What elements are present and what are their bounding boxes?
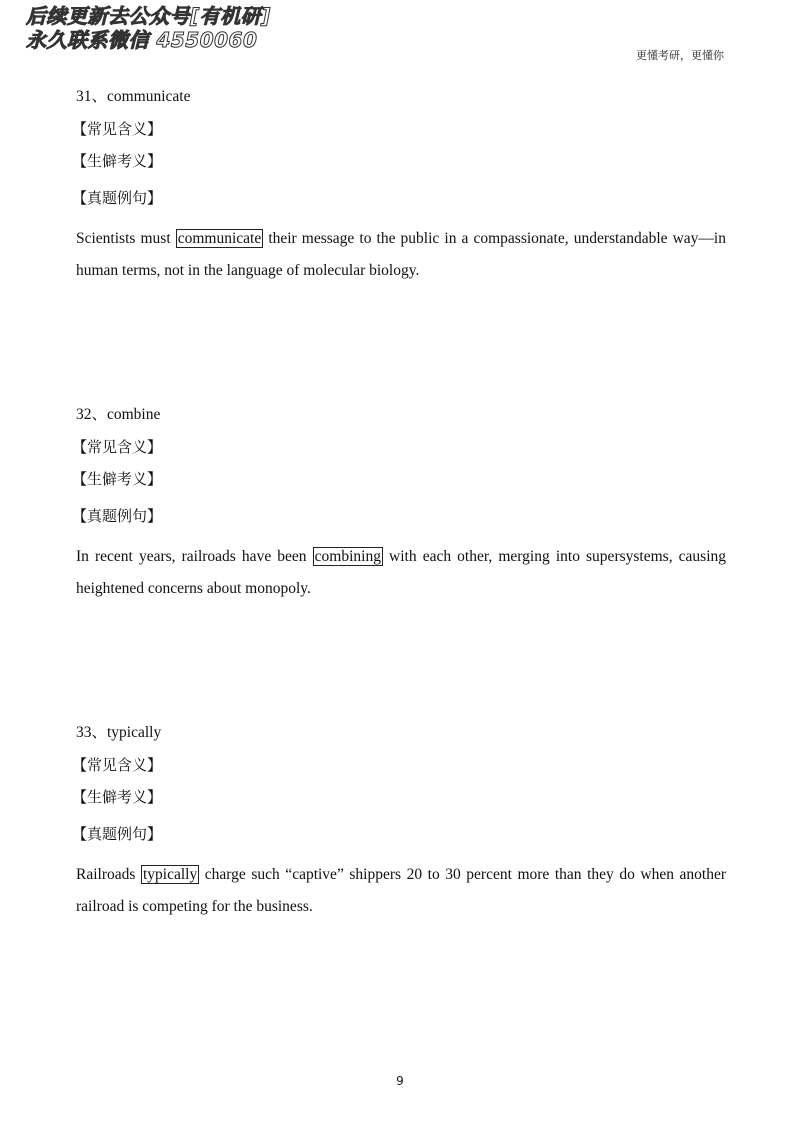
highlighted-keyword: combining (314, 548, 381, 565)
entry-title: 32、combine (76, 406, 161, 423)
example-label: 【真题例句】 (72, 507, 163, 525)
sentence-before: In recent years, railroads have been (76, 548, 313, 565)
entry-title: 33、typically (76, 724, 162, 741)
example-sentence (76, 223, 726, 287)
common-meaning-label: 【常见含义】 (72, 756, 163, 774)
header-tagline: 更懂考研，更懂你 (636, 49, 724, 62)
watermark (26, 4, 271, 52)
rare-meaning-label: 【生僻考义】 (72, 470, 163, 488)
example-sentence (76, 859, 726, 923)
common-meaning-label: 【常见含义】 (72, 120, 163, 138)
rare-meaning-label: 【生僻考义】 (72, 788, 163, 806)
example-label: 【真题例句】 (72, 189, 163, 207)
watermark-line-2: 永久联系微信 4550060 (26, 28, 258, 52)
sentence-after: charge such “captive” shippers 20 to 30 percent more than they do when another railroad is competing for the business. (76, 866, 727, 915)
sentence-before: Railroads (76, 866, 141, 883)
example-sentence (76, 541, 726, 605)
highlighted-keyword: typically (142, 866, 198, 883)
entry-title: 31、communicate (76, 88, 191, 105)
example-label: 【真题例句】 (72, 825, 163, 843)
sentence-after: their message to the public in a compassionate, understandable way—in human terms, not in the language of molecular biology. (76, 230, 726, 279)
sentence-after: with each other, merging into supersystems, causing heightened concerns about monopoly. (76, 548, 727, 597)
common-meaning-label: 【常见含义】 (72, 438, 163, 456)
sentence-before: Scientists must (76, 230, 176, 247)
highlighted-keyword: communicate (177, 230, 262, 247)
watermark-line-1: 后续更新去公众号[有机研] (26, 4, 271, 28)
rare-meaning-label: 【生僻考义】 (72, 152, 163, 170)
page-number: 9 (396, 1074, 404, 1088)
